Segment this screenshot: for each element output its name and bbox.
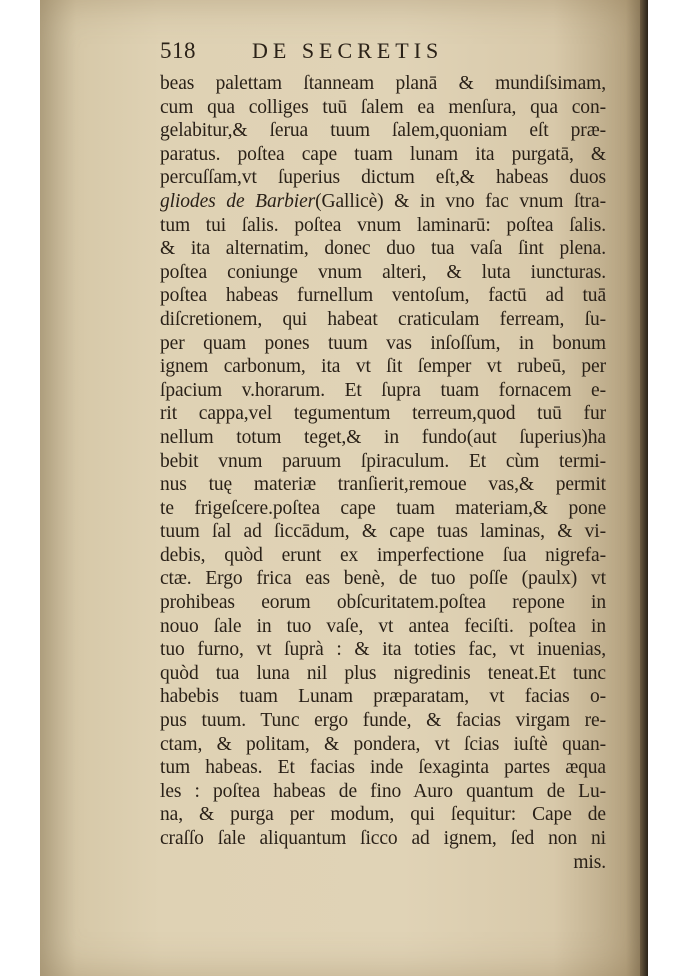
text-line: tuo furno, vt ſuprà : & ita toties fac, vt inuenias, <box>160 639 606 661</box>
body-text <box>160 72 606 874</box>
text-line: mis. <box>573 851 606 873</box>
text-line: & ita alternatim, donec duo tua vaſa ſint plena. <box>160 238 606 260</box>
text-line: na, & purga per modum, qui ſequitur: Cape de <box>160 804 606 826</box>
text-line: poſtea habeas furnellum ventoſum, factū ad tuā <box>160 285 606 307</box>
text-line: cum qua colliges tuū ſalem ea menſura, qua con- <box>160 96 606 118</box>
text-line: pus tuum. Tunc ergo funde, & facias virgam re- <box>160 710 606 732</box>
text-line: beas palettam ſtanneam planā & mundiſsimam, <box>160 73 606 94</box>
text-line: nus tuę materiæ tranſierit,remoue vas,& permit <box>160 474 606 496</box>
text-line: gelabitur,& ſerua tuum ſalem,quoniam eſt præ- <box>160 120 606 142</box>
text-line: ctæ. Ergo frica eas benè, de tuo poſſe (paulx) vt <box>160 568 606 590</box>
text-line: te frigeſcere.poſtea cape tuam materiam,& pone <box>160 497 606 519</box>
text-line: tuum ſal ad ſiccādum, & cape tuas laminas, & vi- <box>160 521 606 543</box>
text-line: quòd tua luna nil plus nigredinis teneat.Et tunc <box>160 662 606 684</box>
text-line: paratus. poſtea cape tuam lunam ita purgatā, & <box>160 143 606 165</box>
text-line: bebit vnum paruum ſpiraculum. Et cùm termi- <box>160 450 606 472</box>
text-line: ſpacium v.horarum. Et ſupra tuam fornacem e- <box>160 379 606 401</box>
text-line: ignem carbonum, ita vt ſit ſemper vt rubeū, per <box>160 356 606 378</box>
page-number: 518 <box>160 38 196 63</box>
italic-term: gliodes de Barbier <box>160 190 316 212</box>
text-line: debis, quòd erunt ex imperfectione ſua nigrefa- <box>160 544 606 566</box>
running-title: DE SECRETIS <box>252 38 444 63</box>
text-line: prohibeas eorum obſcuritatem.poſtea repone in <box>160 592 606 614</box>
text-line: poſtea coniunge vnum alteri, & luta iuncturas. <box>160 261 606 283</box>
text-line: tum tui ſalis. poſtea vnum laminarū: poſtea ſalis. <box>160 214 606 236</box>
text-line: habebis tuam Lunam præparatam, vt facias o- <box>160 686 606 708</box>
page-header <box>160 38 600 72</box>
text-line-continuation: (Gallicè) & in vno fac vnum ſtra- <box>315 190 606 212</box>
text-line: nellum totum teget,& in fundo(aut ſuperius)ha <box>160 426 606 448</box>
text-line: les : poſtea habeas de fino Auro quantum de Lu- <box>160 780 606 802</box>
page-edge-shadow <box>640 0 648 976</box>
text-line: ctam, & politam, & pondera, vt ſcias iuſtè quan- <box>160 733 606 755</box>
text-line: nouo ſale in tuo vaſe, vt antea feciſti. poſtea in <box>160 615 606 637</box>
text-line: per quam pones tuum vas inſoſſum, in bonum <box>160 332 606 354</box>
text-line: percuſſam,vt ſuperius dictum eſt,& habeas duos <box>160 167 606 189</box>
text-line: tum habeas. Et facias inde ſexaginta partes æqua <box>160 757 606 779</box>
text-line: craſſo ſale aliquantum ſicco ad ignem, ſed non ni <box>160 828 606 849</box>
text-line: rit cappa,vel tegumentum terreum,quod tuū fur <box>160 403 606 425</box>
text-line: diſcretionem, qui habeat craticulam ferream, ſu- <box>160 308 606 330</box>
text-line <box>160 190 606 214</box>
